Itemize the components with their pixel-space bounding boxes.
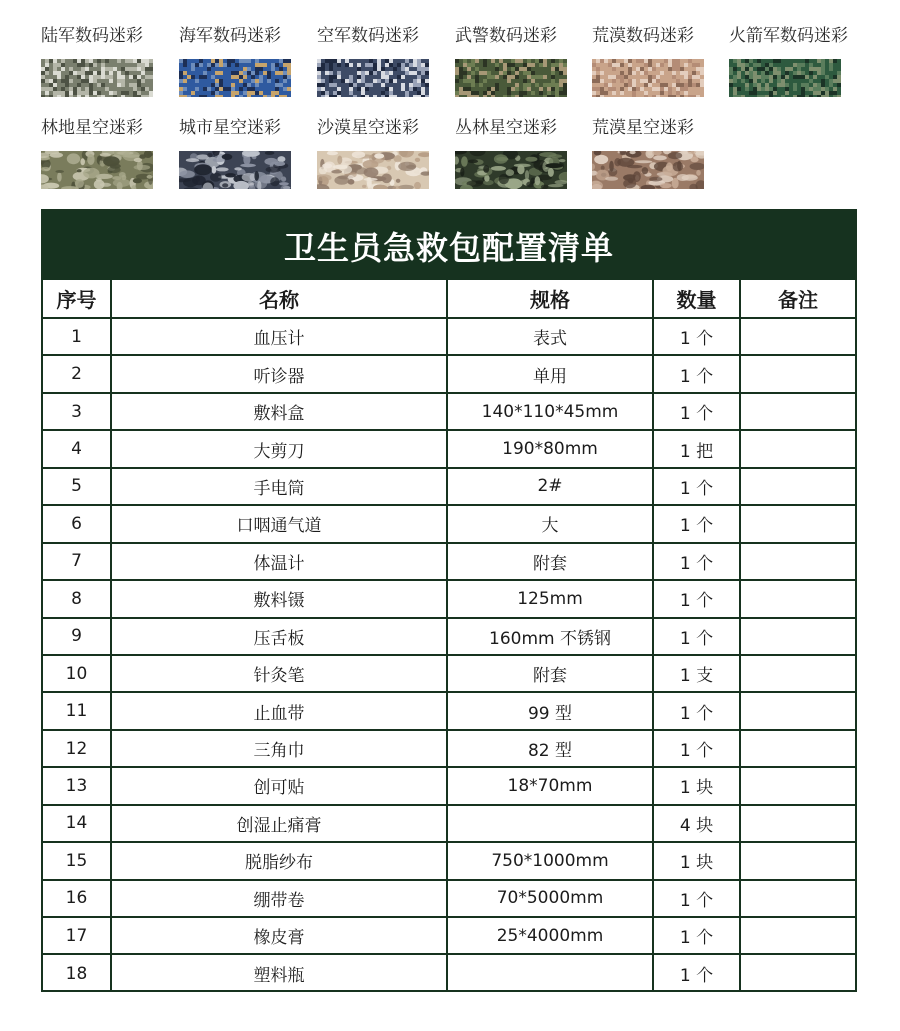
cell-no: 2 — [43, 355, 111, 392]
cell-note — [740, 655, 855, 692]
cell-name: 创可贴 — [111, 767, 447, 804]
table-row — [43, 543, 855, 580]
first-aid-kit-list-panel — [41, 209, 857, 992]
column-header-note: 备注 — [740, 280, 855, 318]
cell-spec: 2# — [447, 468, 653, 505]
cell-name: 止血带 — [111, 692, 447, 729]
cell-spec: 25*4000mm — [447, 917, 653, 954]
cell-qty: 1 个 — [653, 917, 740, 954]
cell-qty: 1 块 — [653, 842, 740, 879]
cell-spec — [447, 954, 653, 991]
cell-note — [740, 468, 855, 505]
camouflage-swatch-image — [455, 151, 567, 189]
table-row — [43, 880, 855, 917]
table-row — [43, 505, 855, 542]
table-row — [43, 618, 855, 655]
cell-qty: 1 个 — [653, 393, 740, 430]
cell-qty: 1 个 — [653, 505, 740, 542]
cell-note — [740, 954, 855, 991]
cell-qty: 1 把 — [653, 430, 740, 467]
cell-note — [740, 880, 855, 917]
cell-no: 14 — [43, 805, 111, 842]
cell-name: 体温计 — [111, 543, 447, 580]
cell-spec: 70*5000mm — [447, 880, 653, 917]
table-row — [43, 393, 855, 430]
table-title: 卫生员急救包配置清单 — [43, 211, 855, 280]
cell-note — [740, 805, 855, 842]
table-row — [43, 468, 855, 505]
camouflage-swatch-image — [41, 151, 153, 189]
table-header-row — [43, 280, 855, 318]
cell-qty: 1 块 — [653, 767, 740, 804]
cell-qty: 1 个 — [653, 618, 740, 655]
table-row — [43, 430, 855, 467]
cell-spec: 190*80mm — [447, 430, 653, 467]
cell-spec: 125mm — [447, 580, 653, 617]
cell-spec: 750*1000mm — [447, 842, 653, 879]
cell-name: 敷料盒 — [111, 393, 447, 430]
swatch-label: 陆军数码迷彩 — [41, 26, 143, 46]
swatch-label: 海军数码迷彩 — [179, 26, 281, 46]
cell-name: 绷带卷 — [111, 880, 447, 917]
cell-no: 8 — [43, 580, 111, 617]
cell-note — [740, 430, 855, 467]
swatch-label: 武警数码迷彩 — [455, 26, 557, 46]
cell-no: 15 — [43, 842, 111, 879]
column-header-no: 序号 — [43, 280, 111, 318]
cell-note — [740, 917, 855, 954]
table-row — [43, 842, 855, 879]
cell-no: 3 — [43, 393, 111, 430]
cell-spec: 82 型 — [447, 730, 653, 767]
cell-spec: 140*110*45mm — [447, 393, 653, 430]
cell-spec: 单用 — [447, 355, 653, 392]
camouflage-swatch-image — [592, 151, 704, 189]
cell-no: 17 — [43, 917, 111, 954]
cell-name: 压舌板 — [111, 618, 447, 655]
swatch-label: 荒漠数码迷彩 — [592, 26, 694, 46]
cell-note — [740, 393, 855, 430]
cell-no: 12 — [43, 730, 111, 767]
cell-no: 4 — [43, 430, 111, 467]
cell-spec: 18*70mm — [447, 767, 653, 804]
cell-qty: 1 个 — [653, 692, 740, 729]
cell-no: 7 — [43, 543, 111, 580]
swatch-sand-star — [317, 118, 447, 138]
table-row — [43, 917, 855, 954]
table-row — [43, 655, 855, 692]
table-row — [43, 767, 855, 804]
cell-note — [740, 618, 855, 655]
cell-spec: 表式 — [447, 318, 653, 355]
cell-spec: 附套 — [447, 655, 653, 692]
cell-spec: 160mm 不锈钢 — [447, 618, 653, 655]
cell-qty: 1 个 — [653, 580, 740, 617]
cell-name: 血压计 — [111, 318, 447, 355]
column-header-spec: 规格 — [447, 280, 653, 318]
table-row — [43, 692, 855, 729]
table-row — [43, 805, 855, 842]
swatch-armed-police-digital — [455, 26, 585, 46]
swatch-rocket-force-digital — [729, 26, 859, 46]
swatch-army-digital — [41, 26, 171, 46]
cell-qty: 1 个 — [653, 543, 740, 580]
equipment-table — [43, 280, 855, 992]
camouflage-swatch-image — [317, 151, 429, 189]
cell-note — [740, 355, 855, 392]
cell-name: 大剪刀 — [111, 430, 447, 467]
cell-note — [740, 730, 855, 767]
table-row — [43, 954, 855, 991]
cell-no: 6 — [43, 505, 111, 542]
camouflage-swatch-image — [317, 59, 429, 97]
cell-no: 13 — [43, 767, 111, 804]
camouflage-swatch-image — [179, 151, 291, 189]
camouflage-swatch-image — [41, 59, 153, 97]
cell-name: 脱脂纱布 — [111, 842, 447, 879]
cell-qty: 1 个 — [653, 468, 740, 505]
cell-name: 针灸笔 — [111, 655, 447, 692]
cell-no: 18 — [43, 954, 111, 991]
cell-qty: 1 支 — [653, 655, 740, 692]
table-row — [43, 355, 855, 392]
cell-note — [740, 580, 855, 617]
swatch-airforce-digital — [317, 26, 447, 46]
cell-qty: 1 个 — [653, 355, 740, 392]
cell-name: 创湿止痛膏 — [111, 805, 447, 842]
table-row — [43, 318, 855, 355]
cell-note — [740, 543, 855, 580]
swatch-label: 丛林星空迷彩 — [455, 118, 557, 138]
cell-spec: 99 型 — [447, 692, 653, 729]
cell-qty: 4 块 — [653, 805, 740, 842]
cell-no: 5 — [43, 468, 111, 505]
swatch-jungle-star — [455, 118, 585, 138]
column-header-name: 名称 — [111, 280, 447, 318]
cell-name: 橡皮膏 — [111, 917, 447, 954]
cell-no: 11 — [43, 692, 111, 729]
cell-name: 敷料镊 — [111, 580, 447, 617]
cell-qty: 1 个 — [653, 954, 740, 991]
cell-qty: 1 个 — [653, 730, 740, 767]
cell-note — [740, 767, 855, 804]
cell-name: 手电筒 — [111, 468, 447, 505]
swatch-label: 沙漠星空迷彩 — [317, 118, 419, 138]
cell-name: 塑料瓶 — [111, 954, 447, 991]
table-row — [43, 730, 855, 767]
swatch-label: 荒漠星空迷彩 — [592, 118, 694, 138]
cell-no: 1 — [43, 318, 111, 355]
cell-note — [740, 318, 855, 355]
swatch-label: 林地星空迷彩 — [41, 118, 143, 138]
cell-name: 听诊器 — [111, 355, 447, 392]
cell-spec — [447, 805, 653, 842]
camouflage-swatch-image — [179, 59, 291, 97]
swatch-desert-digital — [592, 26, 722, 46]
cell-note — [740, 505, 855, 542]
cell-qty: 1 个 — [653, 880, 740, 917]
cell-spec: 附套 — [447, 543, 653, 580]
swatch-label: 空军数码迷彩 — [317, 26, 419, 46]
swatch-desert-star — [592, 118, 722, 138]
cell-no: 10 — [43, 655, 111, 692]
cell-name: 三角巾 — [111, 730, 447, 767]
table-body — [43, 318, 855, 992]
cell-note — [740, 692, 855, 729]
cell-name: 口咽通气道 — [111, 505, 447, 542]
cell-no: 16 — [43, 880, 111, 917]
camouflage-swatch-image — [592, 59, 704, 97]
cell-note — [740, 842, 855, 879]
column-header-qty: 数量 — [653, 280, 740, 318]
camouflage-swatch-image — [455, 59, 567, 97]
cell-no: 9 — [43, 618, 111, 655]
swatch-label: 火箭军数码迷彩 — [729, 26, 848, 46]
swatch-woodland-star — [41, 118, 171, 138]
camouflage-swatch-gallery — [0, 0, 900, 200]
cell-spec: 大 — [447, 505, 653, 542]
swatch-urban-star — [179, 118, 309, 138]
table-row — [43, 580, 855, 617]
swatch-label: 城市星空迷彩 — [179, 118, 281, 138]
swatch-navy-digital — [179, 26, 309, 46]
camouflage-swatch-image — [729, 59, 841, 97]
cell-qty: 1 个 — [653, 318, 740, 355]
